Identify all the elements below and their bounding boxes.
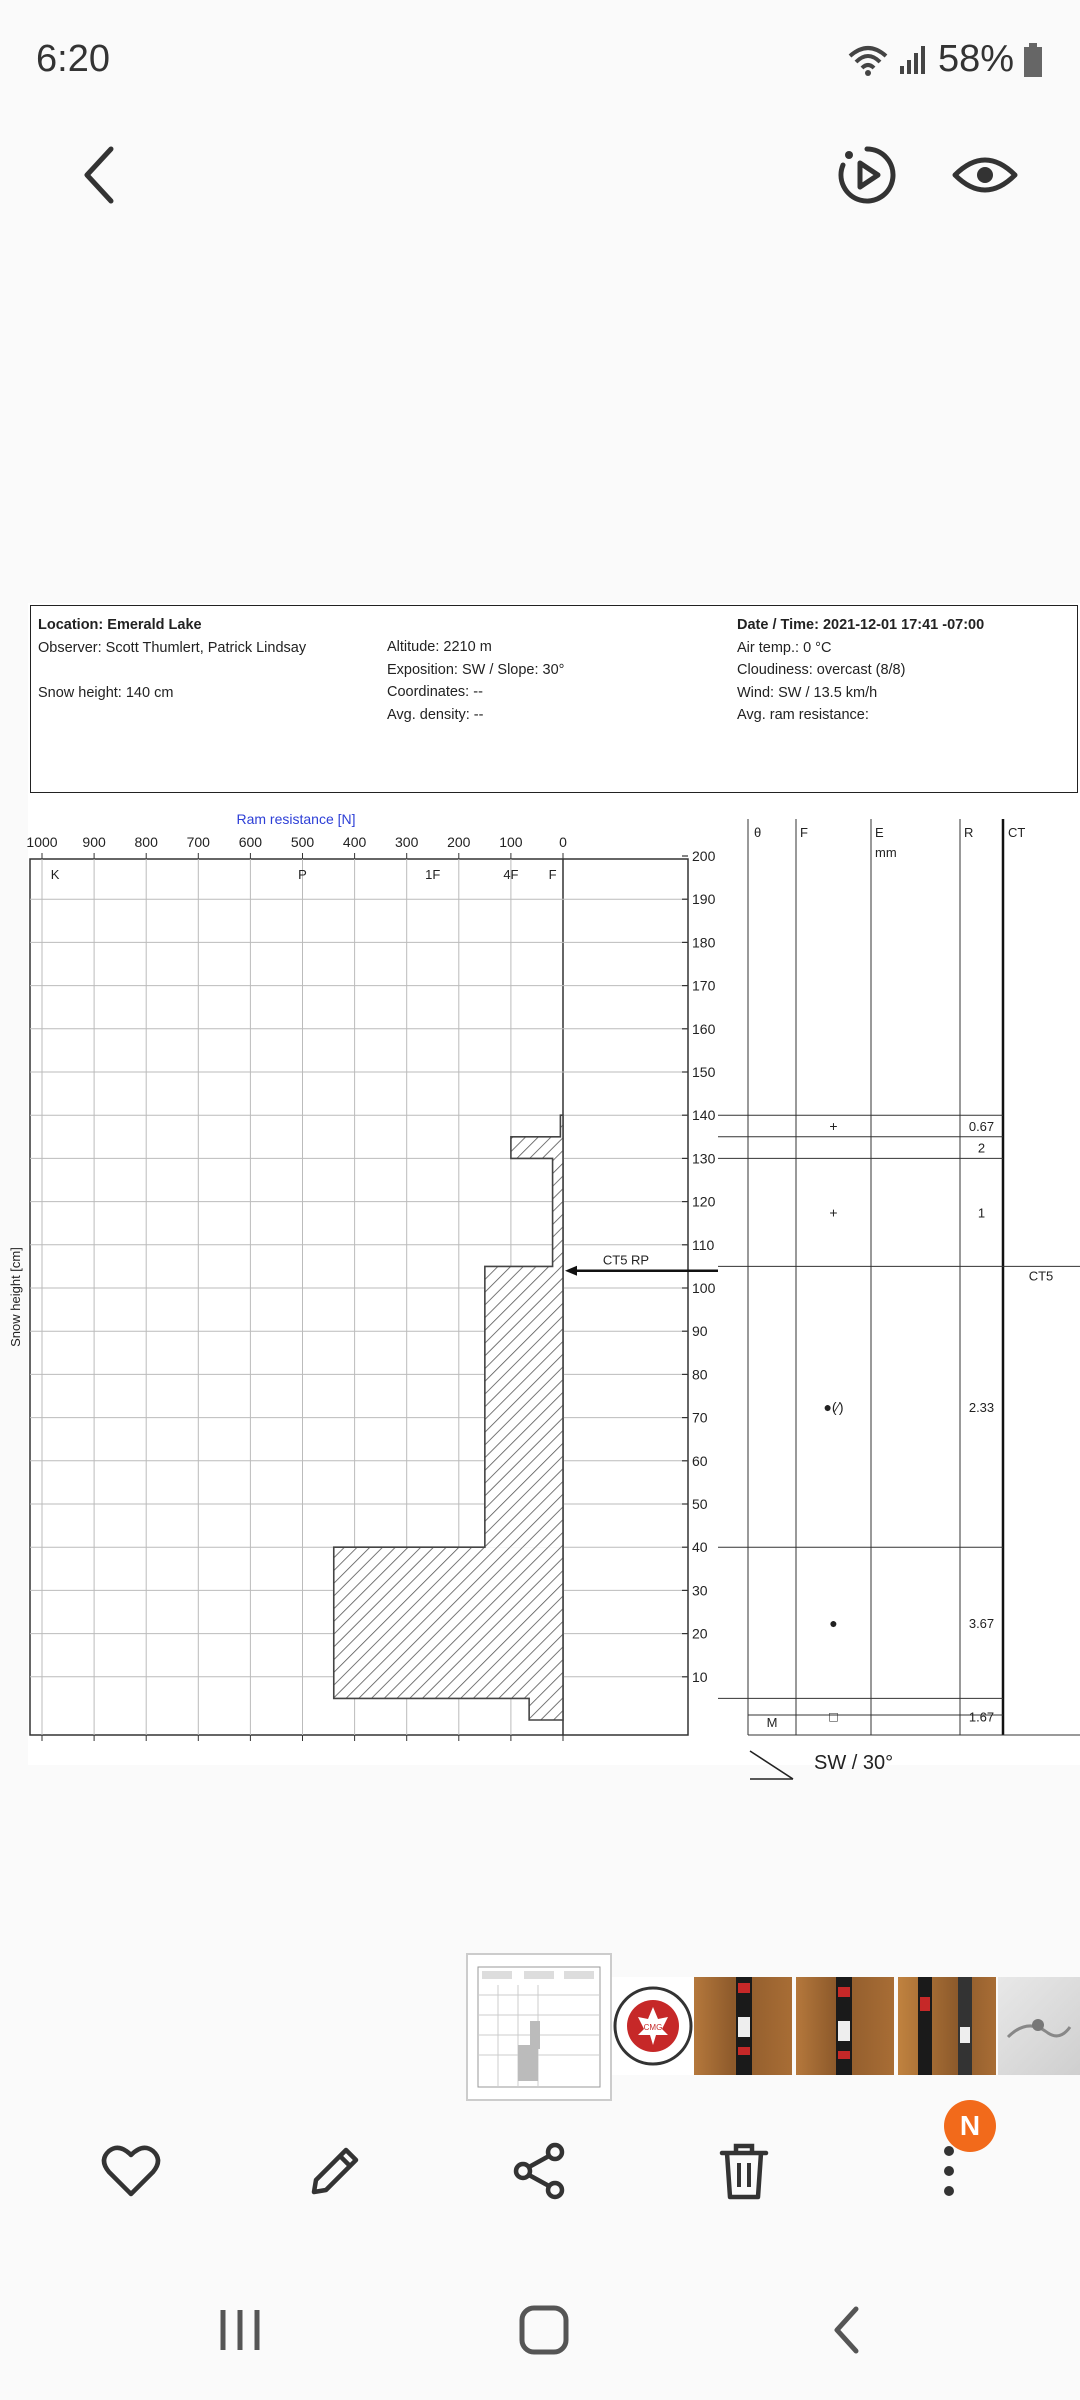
slope-angle-line: [750, 1751, 793, 1779]
thumbnail-skis-2[interactable]: [796, 1977, 894, 2075]
x-tick-label: 600: [238, 834, 263, 850]
table-grain-form: ●(⁄): [823, 1398, 844, 1415]
cloudiness-text: Cloudiness: overcast (8/8): [737, 662, 906, 678]
hardness-layer: [485, 1266, 563, 1547]
play-circle-icon: [837, 145, 897, 205]
table-e-unit: mm: [875, 845, 897, 860]
hardness-label: 1F: [425, 867, 441, 882]
x-tick-label: 900: [82, 834, 106, 850]
exposition-text: Exposition: SW / Slope: 30°: [387, 661, 565, 678]
coordinates-text: Coordinates: --: [387, 684, 483, 700]
y-tick-label: 100: [692, 1280, 716, 1296]
x-tick-label: 500: [290, 834, 315, 850]
battery-icon: [1022, 42, 1044, 78]
view-button[interactable]: [948, 140, 1022, 210]
table-resistance-value: 3.67: [968, 1615, 995, 1631]
battery-percent: 58%: [937, 38, 1014, 80]
snow-profile-image[interactable]: [8, 603, 1080, 1774]
ram-resistance-chart: [8, 603, 1080, 1774]
back-button[interactable]: [66, 142, 132, 208]
share-button[interactable]: [504, 2136, 574, 2206]
more-vertical-icon: [942, 2144, 956, 2198]
x-tick-label: 200: [447, 834, 471, 850]
nav-back-button[interactable]: [806, 2295, 886, 2365]
y-tick-label: 200: [692, 848, 716, 864]
hardness-label: K: [50, 867, 60, 882]
y-tick-label: 110: [692, 1236, 715, 1253]
datetime-text: Date / Time: 2021-12-01 17:41 -07:00: [737, 617, 985, 633]
y-tick-label: 50: [692, 1496, 708, 1512]
y-tick-label: 10: [692, 1668, 708, 1685]
altitude-text: Altitude: 2210 m: [387, 639, 492, 655]
thumbnail-skis-3[interactable]: [898, 1977, 996, 2075]
x-tick-label: 300: [395, 834, 419, 850]
table-grain-form: ●: [829, 1614, 838, 1631]
share-icon: [511, 2142, 567, 2200]
thumbnail-skis-1[interactable]: [694, 1977, 792, 2075]
snow-height-text: Snow height: 140 cm: [38, 684, 174, 701]
heart-icon: [101, 2144, 161, 2198]
y-tick-label: 170: [692, 977, 716, 994]
recents-icon: [215, 2306, 265, 2354]
pencil-icon: [306, 2142, 364, 2200]
chart-title: Ram resistance [N]: [236, 811, 356, 827]
wind-text: Wind: SW / 13.5 km/h: [737, 684, 878, 701]
x-tick-label: 1000: [26, 834, 58, 850]
table-bottom-marker: M: [766, 1715, 778, 1730]
table-header: E: [875, 825, 884, 840]
y-tick-label: 130: [692, 1150, 716, 1167]
y-tick-label: 90: [692, 1323, 708, 1340]
y-tick-label: 80: [692, 1366, 708, 1383]
back-icon: [831, 2305, 861, 2355]
hardness-layer: [529, 1698, 563, 1720]
y-tick-label: 20: [692, 1625, 708, 1642]
clock: 6:20: [36, 38, 110, 80]
y-axis-label: Snow height [cm]: [8, 1247, 23, 1347]
table-resistance-value: 2: [977, 1140, 986, 1156]
bottom-action-bar: [0, 2110, 1080, 2230]
x-tick-label: 800: [134, 834, 158, 850]
status-bar: [0, 0, 1080, 120]
table-header: CT: [1008, 825, 1026, 840]
table-header: R: [964, 825, 974, 840]
table-grain-form: +: [829, 1118, 838, 1134]
hardness-layer: [553, 1158, 563, 1266]
x-tick-label: 0: [559, 834, 567, 850]
edit-button[interactable]: [300, 2136, 370, 2206]
avg-ram-text: Avg. ram resistance:: [737, 707, 869, 723]
table-grain-form: +: [829, 1204, 838, 1221]
y-tick-label: 40: [692, 1539, 708, 1556]
y-tick-label: 70: [692, 1409, 708, 1426]
table-resistance-value: 2.33: [968, 1399, 995, 1415]
thumbnail-guide-logo[interactable]: [612, 1977, 694, 2075]
table-resistance-value: 0.67: [968, 1119, 995, 1134]
slope-label: SW / 30°: [814, 1752, 894, 1774]
observer-text: Observer: Scott Thumlert, Patrick Lindsay: [38, 639, 307, 656]
hardness-label: 4F: [503, 867, 519, 882]
y-tick-label: 120: [692, 1193, 716, 1210]
y-tick-label: 140: [692, 1107, 716, 1124]
y-tick-label: 190: [692, 891, 716, 908]
signal-icon: [898, 44, 930, 76]
location-text: Location: Emerald Lake: [38, 617, 202, 633]
y-tick-label: 180: [692, 934, 716, 951]
y-tick-label: 30: [692, 1582, 708, 1599]
filmstrip: [466, 1953, 1080, 2101]
table-grain-form: □: [829, 1708, 838, 1725]
thumbnail-selected[interactable]: [466, 1953, 612, 2101]
notification-badge: N: [944, 2100, 996, 2152]
table-ct-result: CT5: [1028, 1268, 1054, 1284]
motion-photo-button[interactable]: [832, 140, 902, 210]
hardness-label: P: [298, 867, 307, 882]
table-resistance-value: 1.67: [968, 1709, 995, 1725]
y-tick-label: 160: [692, 1020, 716, 1037]
svg-text:CMG: CMG: [643, 2023, 663, 2032]
hardness-label: F: [548, 867, 557, 882]
thumbnail-snow[interactable]: [998, 1977, 1080, 2075]
hardness-layer: [334, 1547, 563, 1698]
home-icon: [518, 2304, 570, 2356]
x-tick-label: 100: [499, 834, 523, 850]
home-button[interactable]: [504, 2295, 584, 2365]
delete-button[interactable]: [709, 2136, 779, 2206]
hardness-layer: [511, 1137, 563, 1159]
table-resistance-value: 1: [977, 1205, 986, 1221]
trash-icon: [718, 2141, 770, 2201]
top-bar: [0, 120, 1080, 230]
status-icons: [846, 38, 1044, 81]
recent-apps-button[interactable]: [200, 2295, 280, 2365]
system-nav-bar: [0, 2265, 1080, 2400]
test-annotation-label: CT5 RP: [602, 1252, 650, 1268]
wifi-icon: [846, 42, 890, 78]
favorite-button[interactable]: [96, 2136, 166, 2206]
x-tick-label: 400: [342, 834, 367, 850]
table-header: F: [800, 825, 808, 840]
air-temp-text: Air temp.: 0 °C: [737, 639, 832, 656]
avg-density-text: Avg. density: --: [387, 706, 484, 723]
y-tick-label: 60: [692, 1452, 708, 1469]
eye-icon: [952, 153, 1018, 197]
x-tick-label: 700: [186, 834, 210, 850]
chevron-left-icon: [79, 145, 119, 205]
table-header: θ: [754, 825, 762, 840]
y-tick-label: 150: [692, 1064, 716, 1080]
